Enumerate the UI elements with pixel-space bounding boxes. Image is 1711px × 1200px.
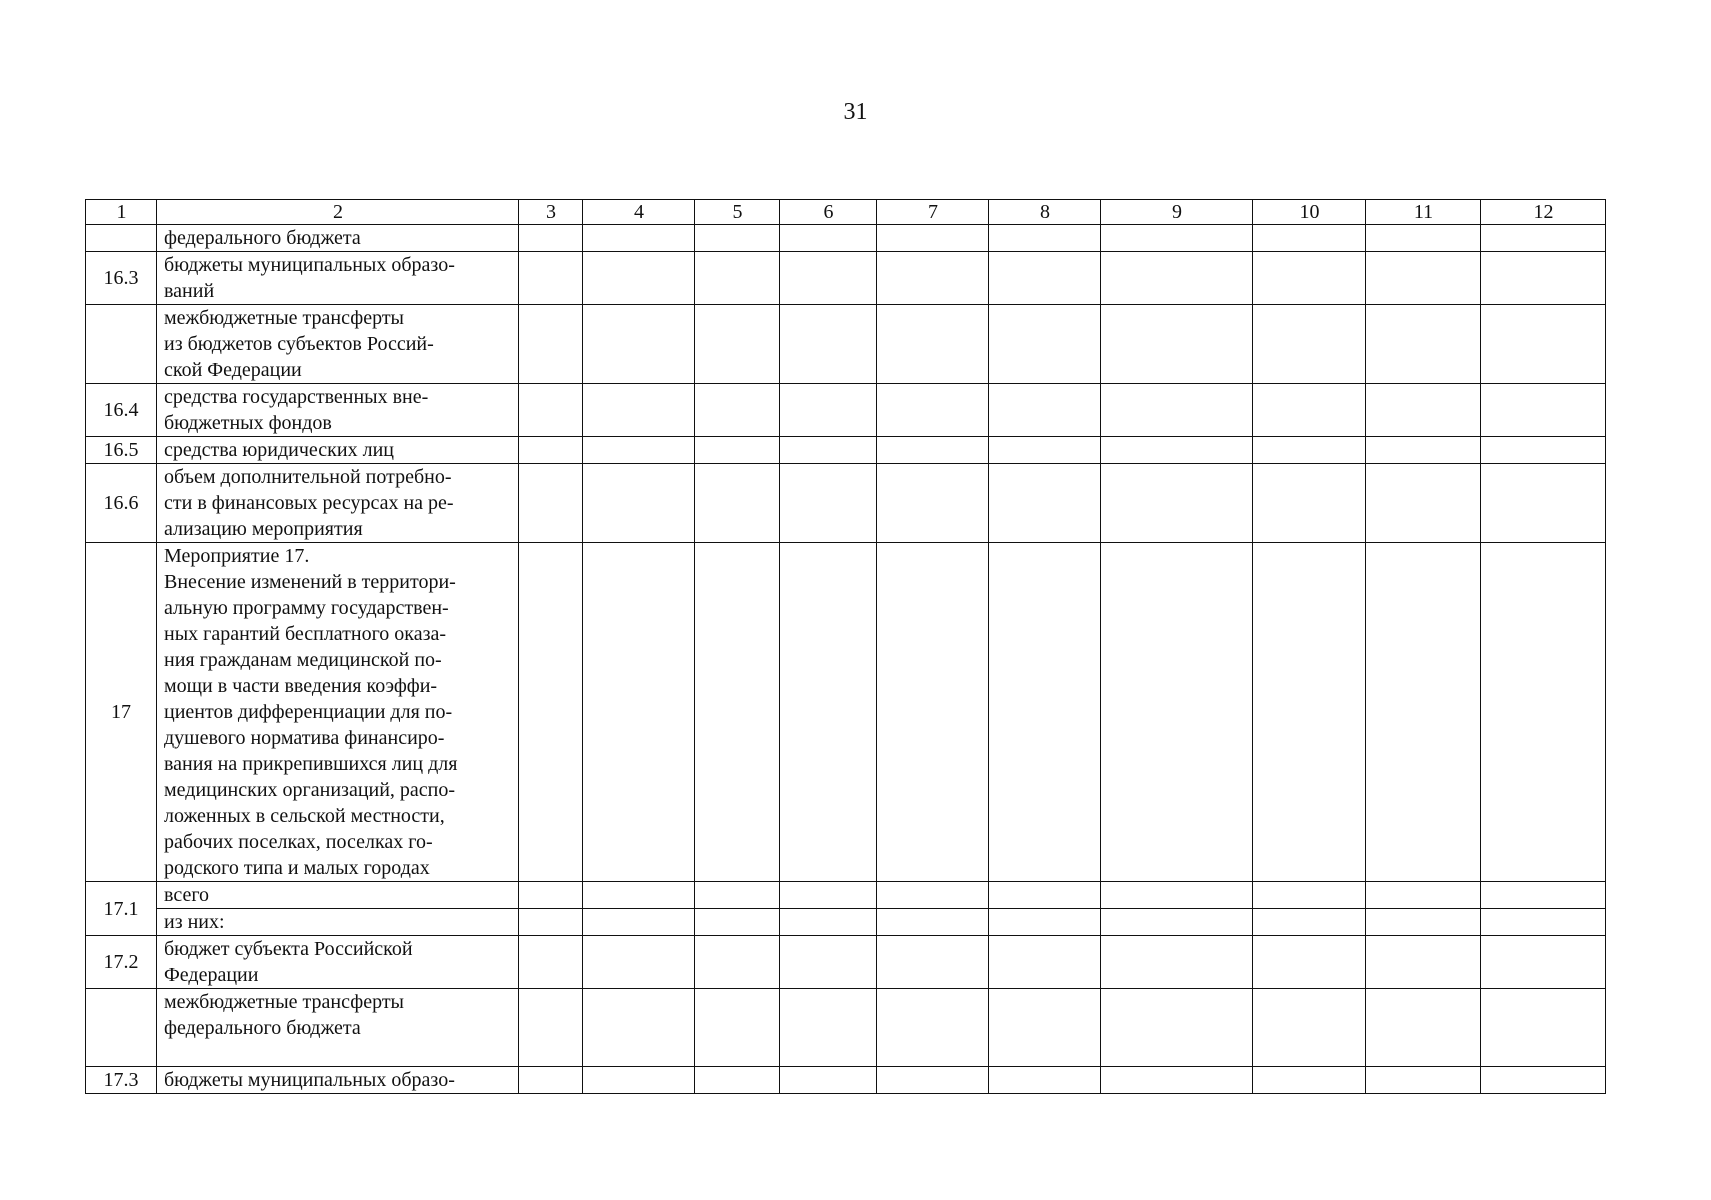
empty-cell	[780, 1067, 877, 1094]
table-row	[86, 1067, 1606, 1094]
empty-cell	[1253, 252, 1366, 305]
empty-cell	[877, 252, 989, 305]
row-number	[86, 225, 157, 252]
table-row	[86, 305, 1606, 384]
empty-cell	[519, 252, 583, 305]
row-description: объем дополнительной потребно- сти в финансовых ресурсах на ре- ализацию мероприятия	[157, 464, 519, 543]
empty-cell	[1481, 989, 1606, 1067]
header-cell: 3	[519, 200, 583, 225]
empty-cell	[877, 936, 989, 989]
empty-cell	[1101, 1067, 1253, 1094]
table-row	[86, 543, 1606, 882]
empty-cell	[1481, 936, 1606, 989]
row-number: 17.1	[86, 882, 157, 936]
empty-cell	[989, 464, 1101, 543]
empty-cell	[877, 1067, 989, 1094]
row-description: бюджеты муниципальных образо-	[157, 1067, 519, 1094]
empty-cell	[989, 1067, 1101, 1094]
empty-cell	[695, 543, 780, 882]
empty-cell	[519, 909, 583, 936]
empty-cell	[989, 225, 1101, 252]
header-cell: 8	[989, 200, 1101, 225]
row-number: 16.4	[86, 384, 157, 437]
row-number: 17.3	[86, 1067, 157, 1094]
empty-cell	[877, 882, 989, 909]
empty-cell	[1481, 225, 1606, 252]
table-row	[86, 464, 1606, 543]
empty-cell	[1101, 882, 1253, 909]
empty-cell	[1366, 936, 1481, 989]
empty-cell	[877, 437, 989, 464]
header-row	[86, 200, 1606, 225]
empty-cell	[877, 464, 989, 543]
empty-cell	[877, 305, 989, 384]
empty-cell	[1253, 225, 1366, 252]
empty-cell	[877, 543, 989, 882]
empty-cell	[989, 543, 1101, 882]
empty-cell	[1481, 543, 1606, 882]
empty-cell	[1366, 464, 1481, 543]
row-description: бюджеты муниципальных образо- ваний	[157, 252, 519, 305]
empty-cell	[1101, 543, 1253, 882]
empty-cell	[1366, 1067, 1481, 1094]
empty-cell	[1253, 543, 1366, 882]
empty-cell	[1101, 437, 1253, 464]
empty-cell	[989, 252, 1101, 305]
row-number	[86, 305, 157, 384]
row-description: средства государственных вне- бюджетных фондов	[157, 384, 519, 437]
empty-cell	[989, 989, 1101, 1067]
empty-cell	[695, 989, 780, 1067]
empty-cell	[1253, 1067, 1366, 1094]
row-description: бюджет субъекта Российской Федерации	[157, 936, 519, 989]
header-cell: 1	[86, 200, 157, 225]
table-row	[86, 437, 1606, 464]
empty-cell	[519, 989, 583, 1067]
table-row	[86, 225, 1606, 252]
table-row	[86, 252, 1606, 305]
empty-cell	[1481, 252, 1606, 305]
empty-cell	[780, 909, 877, 936]
empty-cell	[780, 464, 877, 543]
empty-cell	[583, 882, 695, 909]
empty-cell	[877, 989, 989, 1067]
empty-cell	[1101, 384, 1253, 437]
empty-cell	[1366, 882, 1481, 909]
empty-cell	[1481, 1067, 1606, 1094]
empty-cell	[1366, 384, 1481, 437]
row-number: 16.5	[86, 437, 157, 464]
empty-cell	[1253, 464, 1366, 543]
empty-cell	[1253, 384, 1366, 437]
empty-cell	[1101, 252, 1253, 305]
page-number: 31	[843, 99, 868, 125]
empty-cell	[1481, 384, 1606, 437]
empty-cell	[780, 437, 877, 464]
empty-cell	[1366, 437, 1481, 464]
empty-cell	[695, 882, 780, 909]
table-row	[86, 909, 1606, 936]
empty-cell	[583, 464, 695, 543]
empty-cell	[583, 252, 695, 305]
empty-cell	[1366, 543, 1481, 882]
empty-cell	[1253, 936, 1366, 989]
table-row	[86, 882, 1606, 909]
row-number: 16.3	[86, 252, 157, 305]
header-cell: 9	[1101, 200, 1253, 225]
empty-cell	[583, 225, 695, 252]
empty-cell	[695, 384, 780, 437]
empty-cell	[1101, 989, 1253, 1067]
header-cell: 11	[1366, 200, 1481, 225]
empty-cell	[519, 543, 583, 882]
empty-cell	[780, 543, 877, 882]
empty-cell	[780, 252, 877, 305]
empty-cell	[583, 305, 695, 384]
empty-cell	[780, 989, 877, 1067]
empty-cell	[695, 1067, 780, 1094]
empty-cell	[695, 936, 780, 989]
empty-cell	[1253, 909, 1366, 936]
empty-cell	[877, 384, 989, 437]
table-row	[86, 384, 1606, 437]
empty-cell	[780, 936, 877, 989]
row-description: Мероприятие 17. Внесение изменений в территори- альную программу государствен- ных гарантий бесплатного оказа- ния гражданам медицинской по- мощи в части введения коэффи- циентов дифференциации для по- душевого норматива финансиро- вания на прикрепившихся лиц для медицинских организаций, распо- ложенных в сельской местности, рабочих поселках, поселках го- родского типа и малых городах	[157, 543, 519, 882]
empty-cell	[989, 305, 1101, 384]
empty-cell	[1366, 225, 1481, 252]
header-cell: 10	[1253, 200, 1366, 225]
row-description: межбюджетные трансферты федерального бюджета	[157, 989, 519, 1067]
empty-cell	[989, 909, 1101, 936]
empty-cell	[695, 464, 780, 543]
empty-cell	[583, 543, 695, 882]
row-number: 16.6	[86, 464, 157, 543]
empty-cell	[1481, 882, 1606, 909]
empty-cell	[519, 225, 583, 252]
empty-cell	[989, 882, 1101, 909]
empty-cell	[780, 882, 877, 909]
row-description: межбюджетные трансферты из бюджетов субъектов Россий- ской Федерации	[157, 305, 519, 384]
empty-cell	[519, 882, 583, 909]
empty-cell	[1481, 437, 1606, 464]
empty-cell	[583, 909, 695, 936]
empty-cell	[1366, 989, 1481, 1067]
header-cell: 5	[695, 200, 780, 225]
empty-cell	[877, 909, 989, 936]
row-number: 17.2	[86, 936, 157, 989]
row-description: средства юридических лиц	[157, 437, 519, 464]
empty-cell	[1253, 437, 1366, 464]
empty-cell	[583, 989, 695, 1067]
header-cell: 6	[780, 200, 877, 225]
empty-cell	[695, 225, 780, 252]
table-row	[86, 936, 1606, 989]
empty-cell	[519, 936, 583, 989]
empty-cell	[583, 384, 695, 437]
empty-cell	[1481, 305, 1606, 384]
empty-cell	[583, 936, 695, 989]
row-description: федерального бюджета	[157, 225, 519, 252]
empty-cell	[1101, 464, 1253, 543]
empty-cell	[989, 437, 1101, 464]
empty-cell	[1101, 305, 1253, 384]
row-description: всего	[157, 882, 519, 909]
empty-cell	[1481, 909, 1606, 936]
empty-cell	[695, 305, 780, 384]
row-number	[86, 989, 157, 1067]
header-cell: 2	[157, 200, 519, 225]
empty-cell	[989, 384, 1101, 437]
empty-cell	[583, 1067, 695, 1094]
empty-cell	[780, 384, 877, 437]
empty-cell	[1481, 464, 1606, 543]
empty-cell	[519, 305, 583, 384]
header-cell: 4	[583, 200, 695, 225]
empty-cell	[1366, 305, 1481, 384]
empty-cell	[780, 305, 877, 384]
row-description: из них:	[157, 909, 519, 936]
empty-cell	[583, 437, 695, 464]
table-row	[86, 989, 1606, 1067]
empty-cell	[1366, 909, 1481, 936]
empty-cell	[1101, 936, 1253, 989]
empty-cell	[519, 464, 583, 543]
empty-cell	[695, 437, 780, 464]
empty-cell	[1366, 252, 1481, 305]
row-number: 17	[86, 543, 157, 882]
header-cell: 7	[877, 200, 989, 225]
empty-cell	[1253, 989, 1366, 1067]
budget-table	[85, 199, 1606, 1094]
empty-cell	[695, 252, 780, 305]
empty-cell	[1253, 882, 1366, 909]
empty-cell	[1101, 225, 1253, 252]
empty-cell	[519, 384, 583, 437]
empty-cell	[1253, 305, 1366, 384]
header-cell: 12	[1481, 200, 1606, 225]
empty-cell	[695, 909, 780, 936]
empty-cell	[989, 936, 1101, 989]
empty-cell	[1101, 909, 1253, 936]
empty-cell	[519, 1067, 583, 1094]
empty-cell	[877, 225, 989, 252]
empty-cell	[780, 225, 877, 252]
empty-cell	[519, 437, 583, 464]
